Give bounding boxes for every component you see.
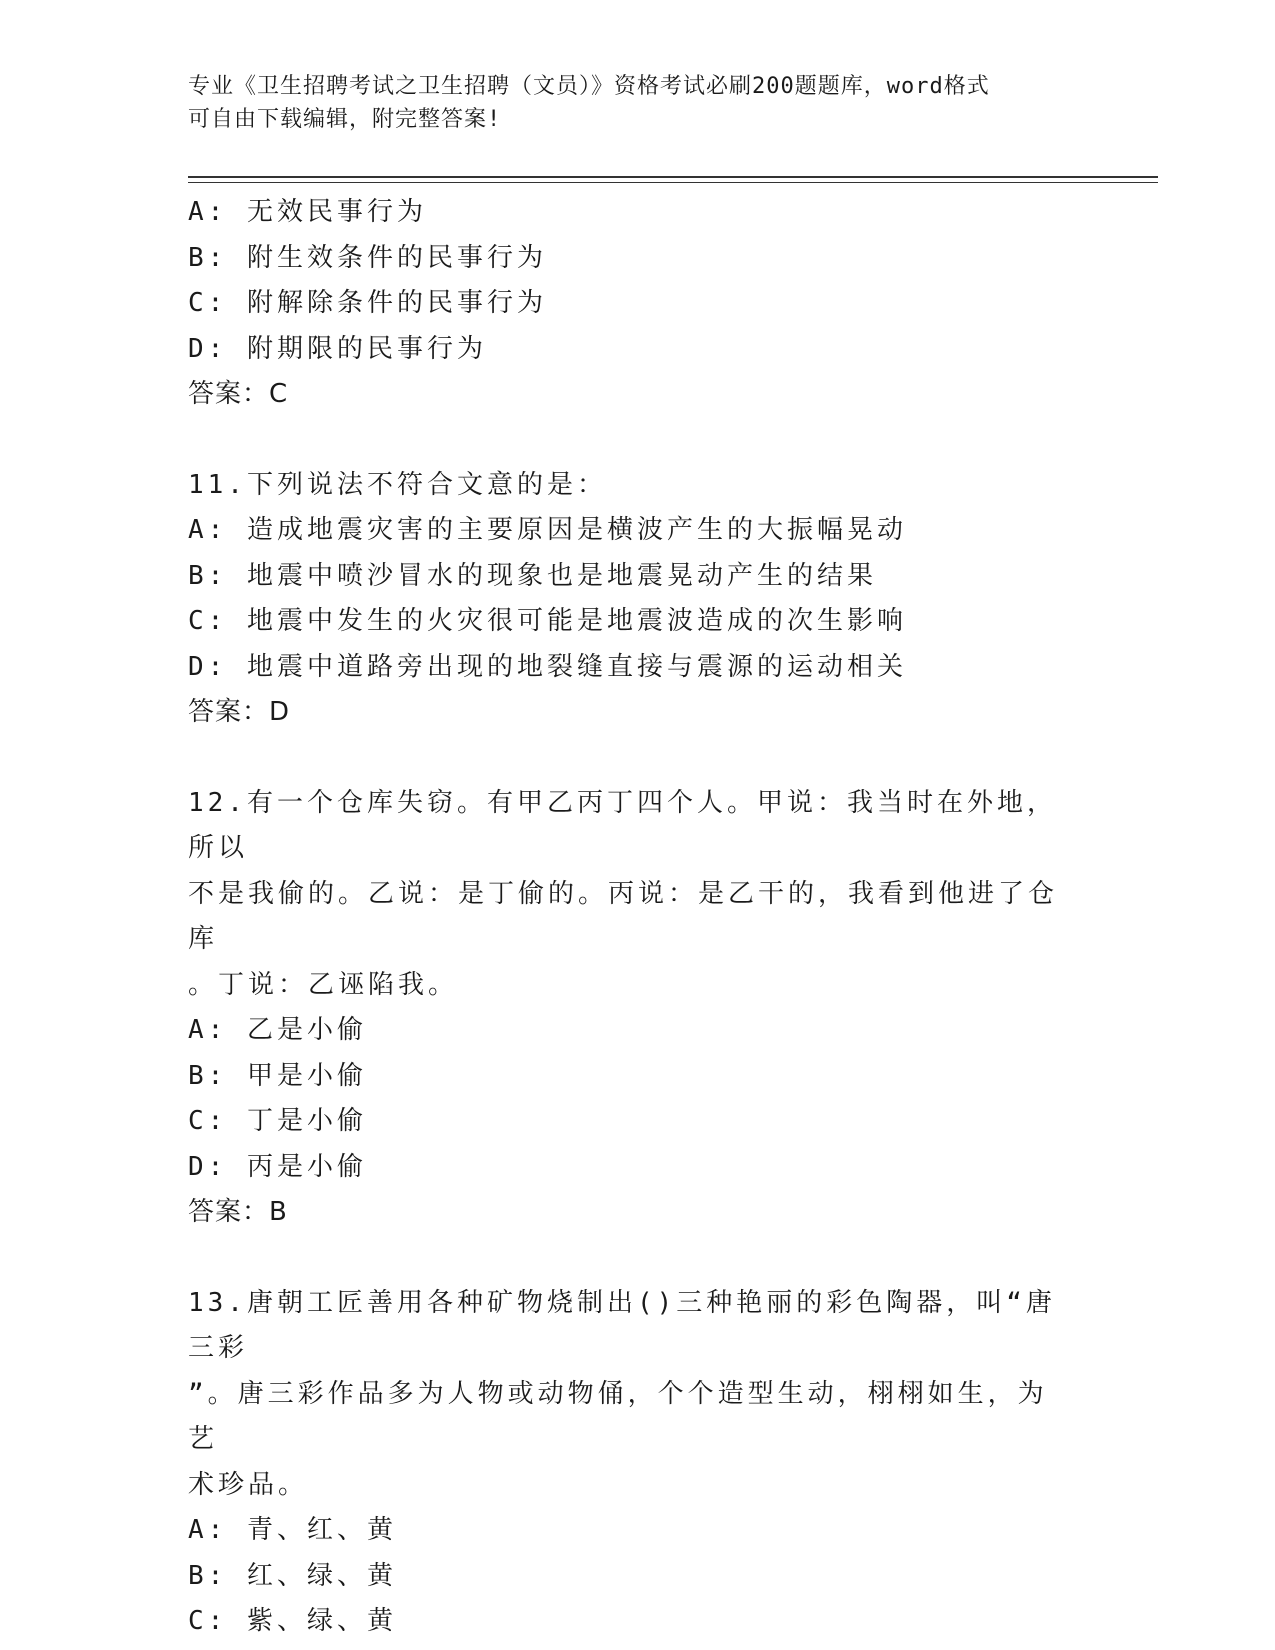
question-stem-line: 不是我偷的。乙说：是丁偷的。丙说：是乙干的，我看到他进了仓库 <box>188 878 1059 954</box>
question-stem-line: 。丁说：乙诬陷我。 <box>188 969 459 1000</box>
spacer <box>188 418 1088 463</box>
answer-line: 答案：D <box>188 697 291 727</box>
header-rule-thin <box>188 182 1158 183</box>
option-b: B: 甲是小偷 <box>188 1060 367 1091</box>
option-b: B: 附生效条件的民事行为 <box>188 242 547 273</box>
answer-line: 答案：B <box>188 1197 288 1227</box>
option-a: A: 无效民事行为 <box>188 197 427 227</box>
header-rule-thick <box>188 176 1158 178</box>
question-stem-line: 13.唐朝工匠善用各种矿物烧制出()三种艳丽的彩色陶器，叫“唐三彩 <box>188 1287 1056 1363</box>
question-block <box>188 781 1088 1236</box>
option-a: A: 造成地震灾害的主要原因是横波产生的大振幅晃动 <box>188 515 907 545</box>
option-c: C: 地震中发生的火灾很可能是地震波造成的次生影响 <box>188 606 907 636</box>
option-a: A: 青、红、黄 <box>188 1515 397 1545</box>
question-stem-line: 12.有一个仓库失窃。有甲乙丙丁四个人。甲说：我当时在外地，所以 <box>188 787 1057 863</box>
question-stem: 11.下列说法不符合文意的是： <box>188 469 607 500</box>
spacer <box>188 736 1088 781</box>
option-d: D: 附期限的民事行为 <box>188 333 487 364</box>
option-a: A: 乙是小偷 <box>188 1015 367 1045</box>
option-c: C: 附解除条件的民事行为 <box>188 288 547 318</box>
question-block <box>188 463 1088 736</box>
document-header <box>188 70 1068 136</box>
header-line-1: 专业《卫生招聘考试之卫生招聘（文员）》资格考试必刷200题题库，word格式 <box>188 74 990 99</box>
option-d: D: 丙是小偷 <box>188 1151 367 1182</box>
question-block <box>188 1281 1088 1645</box>
option-c: C: 丁是小偷 <box>188 1106 367 1136</box>
question-block <box>188 190 1088 418</box>
question-stem-line: 术珍品。 <box>188 1469 309 1500</box>
option-d: D: 地震中道路旁出现的地裂缝直接与震源的运动相关 <box>188 651 907 682</box>
header-line-2: 可自由下载编辑，附完整答案! <box>188 107 502 132</box>
spacer <box>188 1236 1088 1281</box>
option-b: B: 地震中喷沙冒水的现象也是地震晃动产生的结果 <box>188 560 877 591</box>
answer-line: 答案：C <box>188 379 289 409</box>
question-stem-line: ”。唐三彩作品多为人物或动物俑，个个造型生动，栩栩如生，为艺 <box>188 1378 1048 1454</box>
question-list <box>188 190 1088 1645</box>
option-b: B: 红、绿、黄 <box>188 1560 397 1591</box>
option-c: C: 紫、绿、黄 <box>188 1606 397 1636</box>
